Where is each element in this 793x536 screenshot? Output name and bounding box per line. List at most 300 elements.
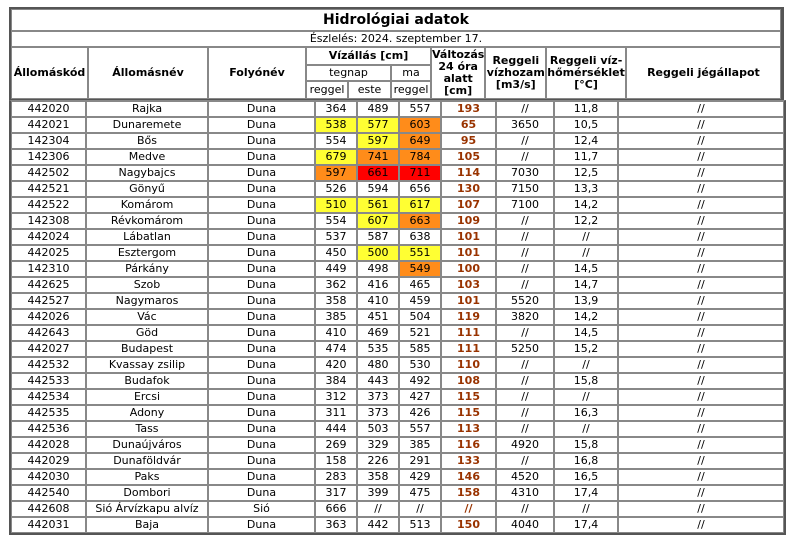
station-code: 442521: [11, 181, 86, 197]
level-today-morning: 427: [399, 389, 441, 405]
station-code: 442533: [11, 373, 86, 389]
morning-flow: //: [496, 245, 554, 261]
level-yesterday-morning: 679: [315, 149, 357, 165]
water-temp: 12,2: [554, 213, 618, 229]
level-today-morning: 557: [399, 101, 441, 117]
river-name: Duna: [208, 421, 315, 437]
station-name: Dunaföldvár: [86, 453, 208, 469]
station-name: Paks: [86, 469, 208, 485]
table-row: [11, 277, 784, 293]
level-yesterday-morning: 358: [315, 293, 357, 309]
level-today-morning: 385: [399, 437, 441, 453]
river-name: Duna: [208, 197, 315, 213]
level-today-morning: 513: [399, 517, 441, 533]
morning-flow: 7150: [496, 181, 554, 197]
table-row: [11, 517, 784, 533]
table-row: [11, 133, 784, 149]
ice-state: //: [618, 117, 784, 133]
table-row: [11, 405, 784, 421]
station-name: Esztergom: [86, 245, 208, 261]
level-today-morning: 549: [399, 261, 441, 277]
level-today-morning: 291: [399, 453, 441, 469]
level-today-morning: 603: [399, 117, 441, 133]
level-yesterday-morning: 384: [315, 373, 357, 389]
water-temp: 16,3: [554, 405, 618, 421]
ice-state: //: [618, 213, 784, 229]
morning-flow: //: [496, 421, 554, 437]
page-title: Hidrológiai adatok: [11, 9, 781, 31]
river-name: Duna: [208, 341, 315, 357]
river-name: Duna: [208, 101, 315, 117]
station-name: Sió Árvízkapu alvíz: [86, 501, 208, 517]
change-24h: 113: [441, 421, 496, 437]
morning-flow: //: [496, 101, 554, 117]
morning-flow: 3820: [496, 309, 554, 325]
river-name: Duna: [208, 181, 315, 197]
river-name: Sió: [208, 501, 315, 517]
change-24h: 105: [441, 149, 496, 165]
level-yesterday-morning: 666: [315, 501, 357, 517]
level-today-morning: 475: [399, 485, 441, 501]
col-yesterday: tegnap: [306, 65, 391, 81]
station-code: 142306: [11, 149, 86, 165]
ice-state: //: [618, 421, 784, 437]
level-yesterday-evening: 373: [357, 389, 399, 405]
morning-flow: //: [496, 277, 554, 293]
table-row: [11, 165, 784, 181]
station-name: Szob: [86, 277, 208, 293]
level-today-morning: 459: [399, 293, 441, 309]
water-temp: //: [554, 421, 618, 437]
river-name: Duna: [208, 373, 315, 389]
col-temp: Reggeli víz-hőmérséklet [°C]: [546, 47, 626, 99]
level-yesterday-evening: 577: [357, 117, 399, 133]
ice-state: //: [618, 133, 784, 149]
change-24h: 133: [441, 453, 496, 469]
morning-flow: 4920: [496, 437, 554, 453]
table-row: [11, 101, 784, 117]
station-code: 142304: [11, 133, 86, 149]
ice-state: //: [618, 389, 784, 405]
col-evening: este: [348, 81, 391, 99]
morning-flow: //: [496, 325, 554, 341]
water-temp: //: [554, 229, 618, 245]
water-temp: //: [554, 389, 618, 405]
water-temp: 16,5: [554, 469, 618, 485]
water-temp: //: [554, 501, 618, 517]
level-yesterday-morning: 450: [315, 245, 357, 261]
change-24h: 101: [441, 229, 496, 245]
station-name: Nagybajcs: [86, 165, 208, 181]
river-name: Duna: [208, 261, 315, 277]
ice-state: //: [618, 261, 784, 277]
river-name: Duna: [208, 293, 315, 309]
table-row: [11, 117, 784, 133]
change-24h: 150: [441, 517, 496, 533]
level-yesterday-morning: 269: [315, 437, 357, 453]
river-name: Duna: [208, 405, 315, 421]
table-row: [11, 453, 784, 469]
morning-flow: //: [496, 261, 554, 277]
change-24h: 109: [441, 213, 496, 229]
level-today-morning: 663: [399, 213, 441, 229]
level-yesterday-morning: 597: [315, 165, 357, 181]
water-temp: 15,8: [554, 437, 618, 453]
level-today-morning: 492: [399, 373, 441, 389]
change-24h: 130: [441, 181, 496, 197]
river-name: Duna: [208, 277, 315, 293]
station-name: Medve: [86, 149, 208, 165]
table-row: [11, 357, 784, 373]
morning-flow: 3650: [496, 117, 554, 133]
change-24h: 101: [441, 293, 496, 309]
ice-state: //: [618, 453, 784, 469]
level-yesterday-evening: 226: [357, 453, 399, 469]
ice-state: //: [618, 245, 784, 261]
water-temp: //: [554, 357, 618, 373]
level-today-morning: 557: [399, 421, 441, 437]
col-ice: Reggeli jégállapot: [626, 47, 781, 99]
station-name: Dunaremete: [86, 117, 208, 133]
station-code: 442020: [11, 101, 86, 117]
level-yesterday-evening: 443: [357, 373, 399, 389]
table-row: [11, 229, 784, 245]
station-code: 442029: [11, 453, 86, 469]
ice-state: //: [618, 101, 784, 117]
col-flow: Reggeli vízhozam [m3/s]: [485, 47, 546, 99]
ice-state: //: [618, 341, 784, 357]
morning-flow: //: [496, 357, 554, 373]
station-code: 442502: [11, 165, 86, 181]
level-today-morning: 551: [399, 245, 441, 261]
station-code: 442522: [11, 197, 86, 213]
water-temp: 16,8: [554, 453, 618, 469]
station-name: Lábatlan: [86, 229, 208, 245]
river-name: Duna: [208, 149, 315, 165]
table-row: [11, 245, 784, 261]
level-yesterday-morning: 538: [315, 117, 357, 133]
river-name: Duna: [208, 437, 315, 453]
station-code: 442532: [11, 357, 86, 373]
morning-flow: 4520: [496, 469, 554, 485]
morning-flow: 5520: [496, 293, 554, 309]
level-yesterday-evening: 442: [357, 517, 399, 533]
change-24h: 158: [441, 485, 496, 501]
water-temp: 10,5: [554, 117, 618, 133]
station-code: 442625: [11, 277, 86, 293]
water-temp: 13,3: [554, 181, 618, 197]
change-24h: 107: [441, 197, 496, 213]
water-temp: 17,4: [554, 485, 618, 501]
change-24h: 108: [441, 373, 496, 389]
level-yesterday-morning: 554: [315, 133, 357, 149]
level-today-morning: 426: [399, 405, 441, 421]
water-temp: 17,4: [554, 517, 618, 533]
station-name: Bős: [86, 133, 208, 149]
level-today-morning: 504: [399, 309, 441, 325]
level-today-morning: 617: [399, 197, 441, 213]
change-24h: 114: [441, 165, 496, 181]
table-row: [11, 389, 784, 405]
level-yesterday-evening: 451: [357, 309, 399, 325]
table-row: [11, 485, 784, 501]
observation-date: Észlelés: 2024. szeptember 17.: [11, 31, 781, 47]
data-table: [9, 100, 786, 535]
station-name: Ercsi: [86, 389, 208, 405]
river-name: Duna: [208, 117, 315, 133]
level-yesterday-evening: 741: [357, 149, 399, 165]
ice-state: //: [618, 325, 784, 341]
station-name: Budapest: [86, 341, 208, 357]
station-code: 442608: [11, 501, 86, 517]
change-24h: 110: [441, 357, 496, 373]
level-today-morning: 784: [399, 149, 441, 165]
col-river: Folyónév: [208, 47, 306, 99]
ice-state: //: [618, 501, 784, 517]
header-table: [9, 7, 784, 102]
ice-state: //: [618, 277, 784, 293]
station-code: 142310: [11, 261, 86, 277]
table-row: [11, 469, 784, 485]
level-yesterday-morning: 510: [315, 197, 357, 213]
morning-flow: 7030: [496, 165, 554, 181]
change-24h: 103: [441, 277, 496, 293]
river-name: Duna: [208, 485, 315, 501]
ice-state: //: [618, 405, 784, 421]
level-yesterday-evening: 594: [357, 181, 399, 197]
col-today: ma: [391, 65, 431, 81]
morning-flow: //: [496, 501, 554, 517]
water-temp: 15,8: [554, 373, 618, 389]
level-yesterday-morning: 410: [315, 325, 357, 341]
level-yesterday-evening: 410: [357, 293, 399, 309]
ice-state: //: [618, 293, 784, 309]
table-row: [11, 437, 784, 453]
level-yesterday-morning: 537: [315, 229, 357, 245]
ice-state: //: [618, 149, 784, 165]
table-row: [11, 293, 784, 309]
level-today-morning: 530: [399, 357, 441, 373]
river-name: Duna: [208, 517, 315, 533]
water-temp: 14,7: [554, 277, 618, 293]
ice-state: //: [618, 437, 784, 453]
station-name: Göd: [86, 325, 208, 341]
col-morning: reggel: [306, 81, 348, 99]
water-temp: 14,5: [554, 261, 618, 277]
level-yesterday-evening: 661: [357, 165, 399, 181]
table-row: [11, 261, 784, 277]
station-code: 442031: [11, 517, 86, 533]
level-yesterday-evening: 416: [357, 277, 399, 293]
morning-flow: 4310: [496, 485, 554, 501]
table-row: [11, 213, 784, 229]
level-yesterday-evening: 587: [357, 229, 399, 245]
river-name: Duna: [208, 229, 315, 245]
morning-flow: //: [496, 133, 554, 149]
ice-state: //: [618, 181, 784, 197]
level-today-morning: 711: [399, 165, 441, 181]
station-code: 442024: [11, 229, 86, 245]
table-row: [11, 373, 784, 389]
river-name: Duna: [208, 325, 315, 341]
river-name: Duna: [208, 165, 315, 181]
water-temp: 11,8: [554, 101, 618, 117]
station-code: 442030: [11, 469, 86, 485]
river-name: Duna: [208, 133, 315, 149]
river-name: Duna: [208, 389, 315, 405]
change-24h: 111: [441, 325, 496, 341]
level-yesterday-evening: 373: [357, 405, 399, 421]
ice-state: //: [618, 357, 784, 373]
ice-state: //: [618, 485, 784, 501]
col-code: Állomáskód: [11, 47, 88, 99]
level-yesterday-morning: 554: [315, 213, 357, 229]
water-temp: 14,2: [554, 309, 618, 325]
station-name: Komárom: [86, 197, 208, 213]
level-yesterday-evening: 597: [357, 133, 399, 149]
change-24h: 193: [441, 101, 496, 117]
level-yesterday-morning: 317: [315, 485, 357, 501]
col-today-morning: reggel: [391, 81, 431, 99]
col-change: Változás 24 óra alatt [cm]: [432, 48, 485, 97]
river-name: Duna: [208, 469, 315, 485]
ice-state: //: [618, 229, 784, 245]
level-yesterday-morning: 420: [315, 357, 357, 373]
station-code: 442536: [11, 421, 86, 437]
table-row: [11, 149, 784, 165]
change-24h: 111: [441, 341, 496, 357]
level-yesterday-morning: 526: [315, 181, 357, 197]
change-24h: 101: [441, 245, 496, 261]
level-today-morning: 585: [399, 341, 441, 357]
station-code: 442027: [11, 341, 86, 357]
station-code: 142308: [11, 213, 86, 229]
river-name: Duna: [208, 213, 315, 229]
change-24h: 100: [441, 261, 496, 277]
station-name: Párkány: [86, 261, 208, 277]
morning-flow: 4040: [496, 517, 554, 533]
river-name: Duna: [208, 453, 315, 469]
river-name: Duna: [208, 309, 315, 325]
table-row: [11, 341, 784, 357]
level-yesterday-morning: 449: [315, 261, 357, 277]
station-code: 442534: [11, 389, 86, 405]
level-yesterday-morning: 158: [315, 453, 357, 469]
change-24h: 119: [441, 309, 496, 325]
change-24h: 65: [441, 117, 496, 133]
water-temp: //: [554, 245, 618, 261]
level-yesterday-evening: 489: [357, 101, 399, 117]
water-temp: 14,2: [554, 197, 618, 213]
morning-flow: //: [496, 229, 554, 245]
ice-state: //: [618, 197, 784, 213]
col-name: Állomásnév: [88, 47, 208, 99]
table-row: [11, 197, 784, 213]
ice-state: //: [618, 517, 784, 533]
table-row: [11, 421, 784, 437]
station-name: Tass: [86, 421, 208, 437]
level-yesterday-morning: 385: [315, 309, 357, 325]
station-name: Nagymaros: [86, 293, 208, 309]
level-yesterday-morning: 362: [315, 277, 357, 293]
level-yesterday-evening: 399: [357, 485, 399, 501]
station-code: 442535: [11, 405, 86, 421]
station-name: Vác: [86, 309, 208, 325]
change-24h: //: [441, 501, 496, 517]
water-temp: 12,4: [554, 133, 618, 149]
morning-flow: //: [496, 149, 554, 165]
change-24h: 116: [441, 437, 496, 453]
change-24h: 146: [441, 469, 496, 485]
level-yesterday-evening: 535: [357, 341, 399, 357]
level-yesterday-morning: 474: [315, 341, 357, 357]
level-today-morning: 429: [399, 469, 441, 485]
station-name: Rajka: [86, 101, 208, 117]
level-yesterday-morning: 363: [315, 517, 357, 533]
morning-flow: //: [496, 389, 554, 405]
level-yesterday-evening: 469: [357, 325, 399, 341]
level-yesterday-evening: 358: [357, 469, 399, 485]
level-today-morning: 649: [399, 133, 441, 149]
water-temp: 11,7: [554, 149, 618, 165]
station-code: 442025: [11, 245, 86, 261]
change-24h: 115: [441, 389, 496, 405]
river-name: Duna: [208, 357, 315, 373]
water-temp: 12,5: [554, 165, 618, 181]
morning-flow: //: [496, 373, 554, 389]
morning-flow: 5250: [496, 341, 554, 357]
station-code: 442026: [11, 309, 86, 325]
ice-state: //: [618, 373, 784, 389]
water-temp: 14,5: [554, 325, 618, 341]
station-name: Budafok: [86, 373, 208, 389]
ice-state: //: [618, 309, 784, 325]
morning-flow: 7100: [496, 197, 554, 213]
station-name: Révkomárom: [86, 213, 208, 229]
station-code: 442028: [11, 437, 86, 453]
ice-state: //: [618, 165, 784, 181]
station-name: Dunaújváros: [86, 437, 208, 453]
level-today-morning: 638: [399, 229, 441, 245]
station-code: 442540: [11, 485, 86, 501]
station-code: 442643: [11, 325, 86, 341]
table-row: [11, 501, 784, 517]
level-yesterday-evening: 480: [357, 357, 399, 373]
level-yesterday-evening: 329: [357, 437, 399, 453]
station-name: Gönyű: [86, 181, 208, 197]
river-name: Duna: [208, 245, 315, 261]
level-yesterday-morning: 364: [315, 101, 357, 117]
level-yesterday-morning: 444: [315, 421, 357, 437]
water-temp: 15,2: [554, 341, 618, 357]
level-yesterday-evening: 503: [357, 421, 399, 437]
morning-flow: //: [496, 213, 554, 229]
station-name: Adony: [86, 405, 208, 421]
ice-state: //: [618, 469, 784, 485]
level-today-morning: //: [399, 501, 441, 517]
level-today-morning: 656: [399, 181, 441, 197]
level-today-morning: 521: [399, 325, 441, 341]
station-code: 442527: [11, 293, 86, 309]
table-row: [11, 325, 784, 341]
morning-flow: //: [496, 405, 554, 421]
level-yesterday-evening: 561: [357, 197, 399, 213]
station-name: Kvassay zsilip: [86, 357, 208, 373]
level-yesterday-morning: 283: [315, 469, 357, 485]
level-yesterday-evening: //: [357, 501, 399, 517]
level-yesterday-evening: 498: [357, 261, 399, 277]
station-code: 442021: [11, 117, 86, 133]
